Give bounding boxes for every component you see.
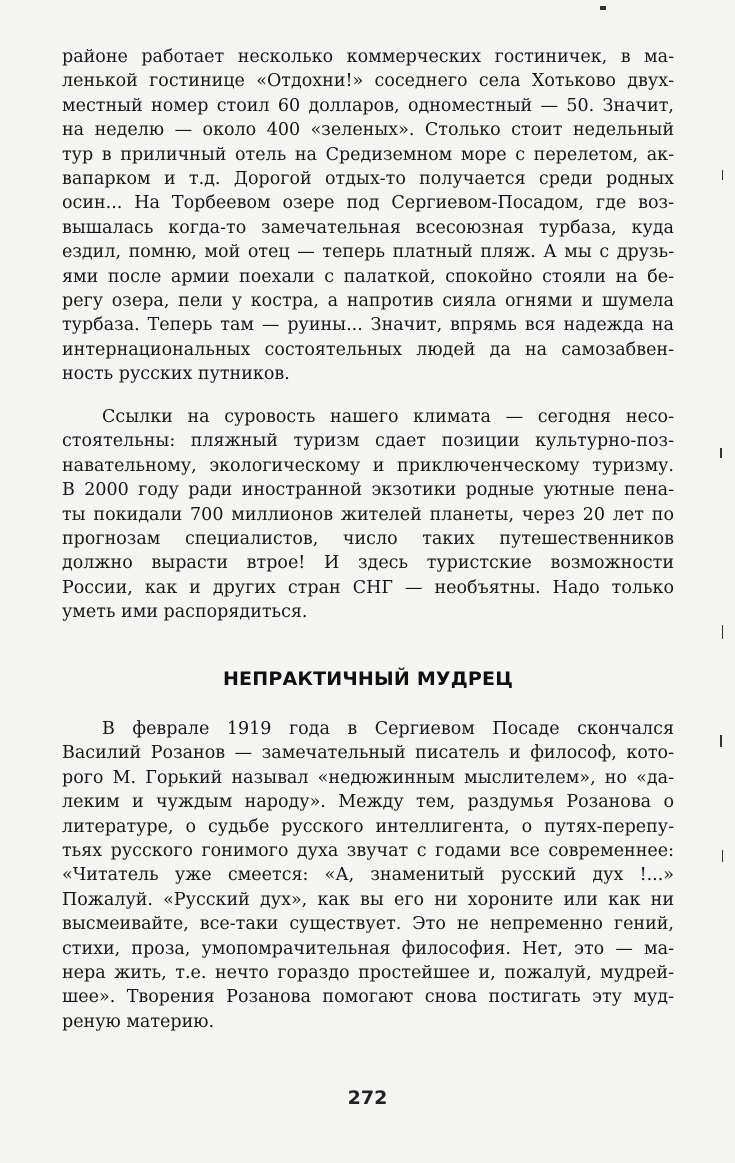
scan-speck	[722, 170, 723, 180]
paragraph-1-line: тур в приличный отель на Средиземном море с перелетом, ак-	[62, 144, 674, 165]
paragraph-1-line: турбаза. Теперь там — руины... Значит, впрямь вся надежда на	[62, 315, 674, 336]
paragraph-2-line: должно вырасти втрое! И здесь туристские возможности	[62, 553, 674, 574]
paragraph-2-line: прогнозам специалистов, число таких путешественников	[62, 528, 674, 549]
scan-speck	[720, 448, 722, 458]
paragraph-3-line: шее». Творения Розанова помогают снова постигать эту муд-	[62, 987, 674, 1008]
paragraph-3-line: Василий Розанов — замечательный писатель и философ, кото-	[62, 743, 674, 764]
paragraph-1-line: осин... На Торбеевом озере под Сергиевом-Посадом, где воз-	[62, 193, 674, 214]
scan-speck	[600, 6, 606, 10]
scan-speck	[722, 625, 723, 639]
paragraph-3-line: рого М. Горький называл «недюжинным мыслителем», но «да-	[62, 767, 674, 788]
section-heading: НЕПРАКТИЧНЫЙ МУДРЕЦ	[222, 668, 514, 690]
paragraph-2-line: ты покидали 700 миллионов жителей планеты, через 20 лет по	[62, 504, 674, 525]
paragraph-1-line: ездил, помню, мой отец — теперь платный пляж. А мы с друзь-	[62, 242, 674, 263]
paragraph-1-line: интернациональных состоятельных людей да на самозабвен-	[62, 339, 674, 360]
paragraph-1-line: регу озера, пели у костра, а напротив сияла огнями и шумела	[62, 290, 674, 311]
paragraph-3-line: леким и чуждым народу». Между тем, раздумья Розанова о	[62, 792, 674, 813]
paragraph-1-line: районе работает несколько коммерческих гостиничек, в ма-	[62, 47, 674, 67]
paragraph-3-line: нера жить, т.е. нечто гораздо простейшее и, пожалуй, мудрей-	[62, 962, 674, 983]
paragraph-3-line: тьях русского гонимого духа звучат с годами все современнее:	[62, 840, 674, 861]
paragraph-1-line: ями после армии поехали с палаткой, спокойно стояли на бе-	[62, 266, 674, 287]
page-number: 272	[347, 1087, 388, 1109]
paragraph-2	[62, 405, 674, 625]
paragraph-2-line: России, как и других стран СНГ — необъятны. Надо только	[62, 577, 674, 598]
paragraph-3-line: литературе, о судьбе русского интеллигента, о путях-перепу-	[62, 816, 674, 837]
paragraph-1-line: на неделю — около 400 «зеленых». Столько стоит недельный	[62, 120, 674, 141]
paragraph-3-line: реную материю.	[62, 1011, 215, 1032]
paragraph-1-line: местный номер стоил 60 долларов, одноместный — 50. Значит,	[62, 95, 674, 116]
scan-speck	[722, 850, 723, 862]
paragraph-2-line: уметь ими распорядиться.	[62, 602, 308, 623]
paragraph-3-line: высмеивайте, все-таки существует. Это не непременно гений,	[62, 914, 674, 935]
paragraph-2-line: стоятельны: пляжный туризм сдает позиции культурно-поз-	[62, 431, 674, 452]
paragraph-3-line: В феврале 1919 года в Сергиевом Посаде скончался	[102, 719, 674, 739]
scan-speck	[720, 735, 722, 747]
paragraph-3	[62, 717, 674, 1034]
paragraph-3-line: стихи, проза, умопомрачительная философия. Нет, это — ма-	[62, 938, 674, 959]
paragraph-2-line: В 2000 году ради иностранной экзотики родные уютные пена-	[62, 480, 674, 501]
paragraph-2-line: Ссылки на суровость нашего климата — сегодня несо-	[102, 407, 674, 427]
paragraph-1-line: вышалась когда-то замечательная всесоюзная турбаза, куда	[62, 217, 674, 238]
paragraph-3-line: «Читатель уже смеется: «А, знаменитый русский дух !...»	[62, 865, 674, 886]
paragraph-1-line: ленькой гостинице «Отдохни!» соседнего села Хотьково двух-	[62, 71, 674, 92]
paragraph-1-line: ность русских путников.	[62, 364, 290, 385]
paragraph-1	[62, 45, 674, 386]
paragraph-1-line: вапарком и т.д. Дорогой отдых-то получается среди родных	[62, 168, 674, 189]
paragraph-3-line: Пожалуй. «Русский дух», как вы его ни хороните или как ни	[62, 889, 674, 910]
paragraph-2-line: навательному, экологическому и приключенческому туризму.	[62, 455, 674, 476]
